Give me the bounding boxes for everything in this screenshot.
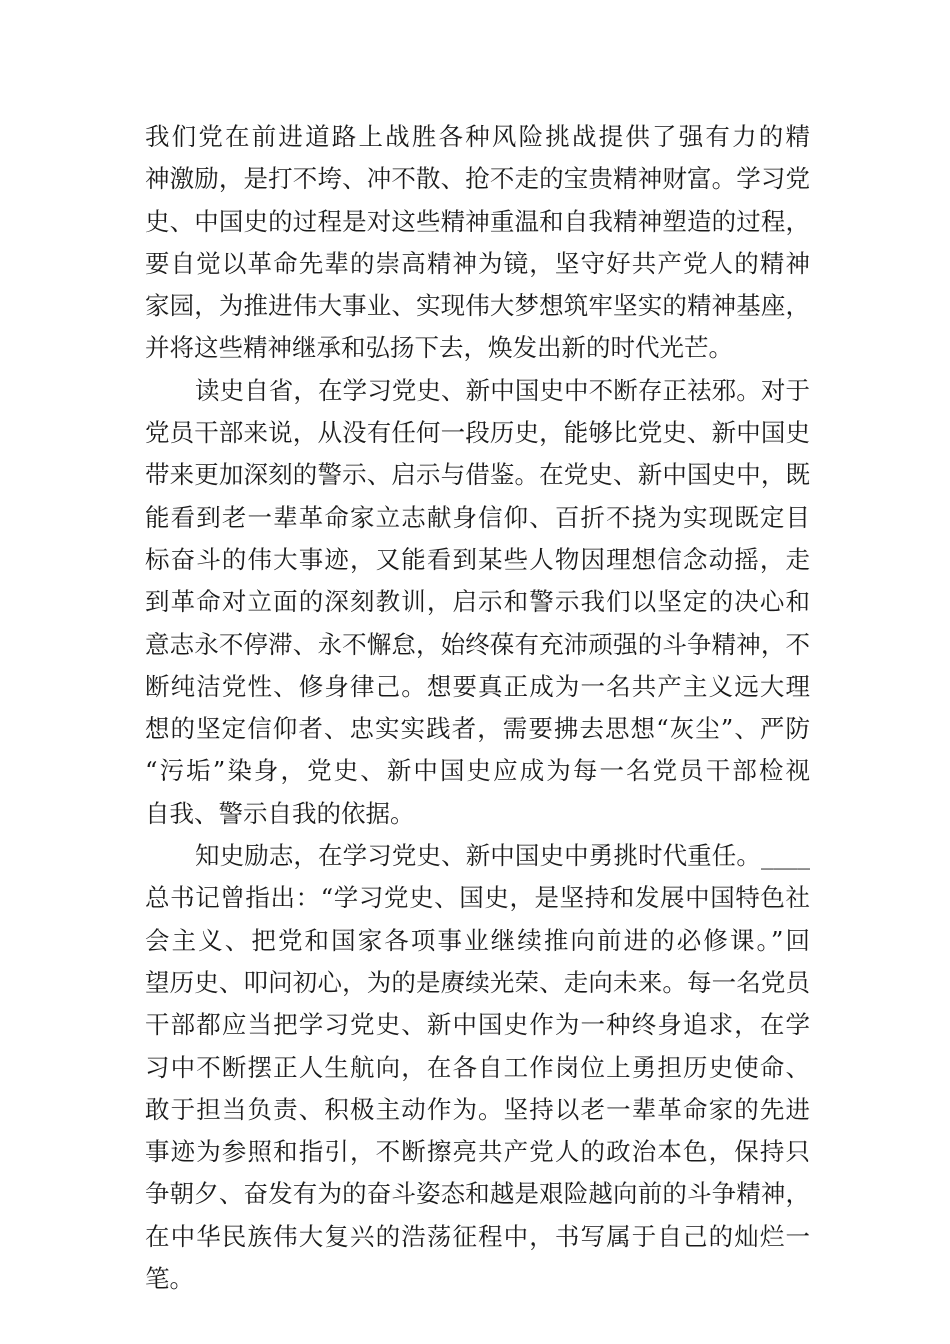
- paragraph-3: [145, 835, 810, 1300]
- text-line: 敢于担当负责、积极主动作为。坚持以老一辈革命家的先进: [145, 1094, 810, 1124]
- text-line: 神激励，是打不垮、冲不散、抢不走的宝贵精神财富。学习党: [145, 164, 810, 194]
- text-line: 想的坚定信仰者、忠实实践者，需要拂去思想“灰尘”、严防: [145, 714, 810, 744]
- text-line: 自我、警示自我的依据。: [145, 798, 415, 828]
- text-line: 读史自省，在学习党史、新中国史中不断存正祛邪。对于: [195, 375, 810, 405]
- document-body: [145, 116, 810, 1300]
- text-line: 习中不断摆正人生航向，在各自工作岗位上勇担历史使命、: [145, 1052, 810, 1082]
- text-line: 并将这些精神继承和弘扬下去，焕发出新的时代光芒。: [145, 333, 733, 363]
- text-line: 家园，为推进伟大事业、实现伟大梦想筑牢坚实的精神基座，: [145, 291, 810, 321]
- text-line: 带来更加深刻的警示、启示与借鉴。在党史、新中国史中，既: [145, 460, 810, 490]
- text-line: 总书记曾指出：“学习党史、国史，是坚持和发展中国特色社: [145, 883, 810, 913]
- text-line: 望历史、叩问初心，为的是赓续光荣、走向未来。每一名党员: [145, 967, 810, 997]
- text-line: 党员干部来说，从没有任何一段历史，能够比党史、新中国史: [145, 418, 810, 448]
- text-line: 会主义、把党和国家各项事业继续推向前进的必修课。”回: [145, 925, 810, 955]
- text-line: 在中华民族伟大复兴的浩荡征程中，书写属于自己的灿烂一: [145, 1221, 810, 1251]
- text-line: 能看到老一辈革命家立志献身信仰、百折不挠为实现既定目: [145, 502, 810, 532]
- paragraph-1: [145, 116, 810, 370]
- text-line: 意志永不停滞、永不懈怠，始终葆有充沛顽强的斗争精神，不: [145, 629, 810, 659]
- text-line: 要自觉以革命先辈的崇高精神为镜，坚守好共产党人的精神: [145, 248, 810, 278]
- text-line: “污垢”染身，党史、新中国史应成为每一名党员干部检视: [145, 756, 810, 786]
- text-line: 我们党在前进道路上战胜各种风险挑战提供了强有力的精: [145, 122, 810, 151]
- text-line: 史、中国史的过程是对这些精神重温和自我精神塑造的过程，: [145, 206, 810, 236]
- text-line: 争朝夕、奋发有为的奋斗姿态和越是艰险越向前的斗争精神，: [145, 1179, 810, 1209]
- text-line: 标奋斗的伟大事迹，又能看到某些人物因理想信念动摇，走: [145, 544, 810, 574]
- text-line: 断纯洁党性、修身律己。想要真正成为一名共产主义远大理: [145, 671, 810, 701]
- paragraph-2: [145, 370, 810, 835]
- text-line: 事迹为参照和指引，不断擦亮共产党人的政治本色，保持只: [145, 1137, 810, 1167]
- text-line: 知史励志，在学习党史、新中国史中勇挑时代重任。____: [195, 841, 810, 871]
- text-line: 笔。: [145, 1264, 194, 1294]
- text-line: 干部都应当把学习党史、新中国史作为一种终身追求，在学: [145, 1010, 810, 1040]
- text-line: 到革命对立面的深刻教训，启示和警示我们以坚定的决心和: [145, 587, 810, 617]
